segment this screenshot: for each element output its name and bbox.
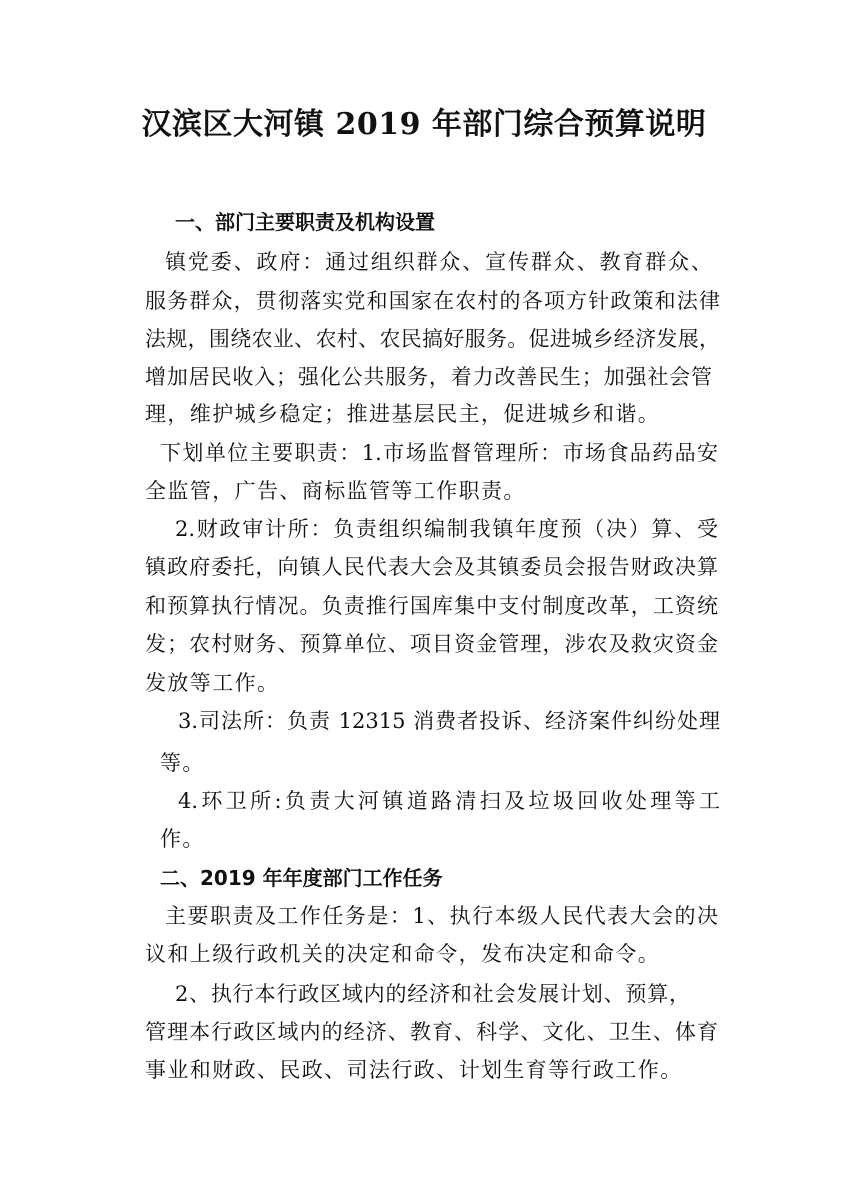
text-line: 理，维护城乡稳定；推进基层民主，促进城乡和谐。	[145, 402, 661, 426]
text-line: 2.财政审计所：负责组织编制我镇年度预（决）算、受	[175, 517, 718, 541]
text-line: 管理本行政区域内的经济、教育、科学、文化、卫生、体育	[145, 1020, 718, 1044]
text-line: 镇党委、政府：通过组织群众、宣传群众、教育群众、	[165, 250, 712, 274]
text-line: 发；农村财务、预算单位、项目资金管理，涉农及救灾资金	[145, 632, 718, 656]
text-line: 增加居民收入；强化公共服务，着力改善民生；加强社会管	[145, 365, 712, 389]
text-line: 镇政府委托，向镇人民代表大会及其镇委员会报告财政决算	[145, 555, 718, 579]
section-heading: 一、部门主要职责及机构设置	[175, 210, 435, 234]
text-line: 作。	[160, 827, 205, 851]
text-line: 事业和财政、民政、司法行政、计划生育等行政工作。	[145, 1058, 683, 1082]
text-line: 4.环卫所:负责大河镇道路清扫及垃圾回收处理等工	[178, 789, 720, 813]
section-heading: 二、2019 年年度部门工作任务	[160, 866, 443, 890]
text-line: 法规，围绕农业、农村、农民搞好服务。促进城乡经济发展，	[145, 327, 720, 351]
text-line: 下划单位主要职责：1.市场监督管理所：市场食品药品安	[160, 441, 718, 465]
text-line: 议和上级行政机关的决定和命令，发布决定和命令。	[145, 942, 661, 966]
text-line: 2、执行本行政区域内的经济和社会发展计划、预算，	[175, 982, 690, 1006]
text-line: 服务群众，贯彻落实党和国家在农村的各项方针政策和法律	[145, 289, 720, 313]
text-line: 3.司法所：负责 12315 消费者投诉、经济案件纠纷处理	[178, 709, 720, 733]
text-line: 发放等工作。	[145, 671, 280, 695]
page-title: 汉滨区大河镇 2019 年部门综合预算说明	[141, 107, 707, 142]
text-line: 和预算执行情况。负责推行国库集中支付制度改革，工资统	[145, 594, 718, 618]
text-line: 等。	[160, 751, 205, 775]
text-line: 主要职责及工作任务是：1、执行本级人民代表大会的决	[165, 904, 718, 928]
text-line: 全监管，广告、商标监管等工作职责。	[145, 479, 526, 503]
